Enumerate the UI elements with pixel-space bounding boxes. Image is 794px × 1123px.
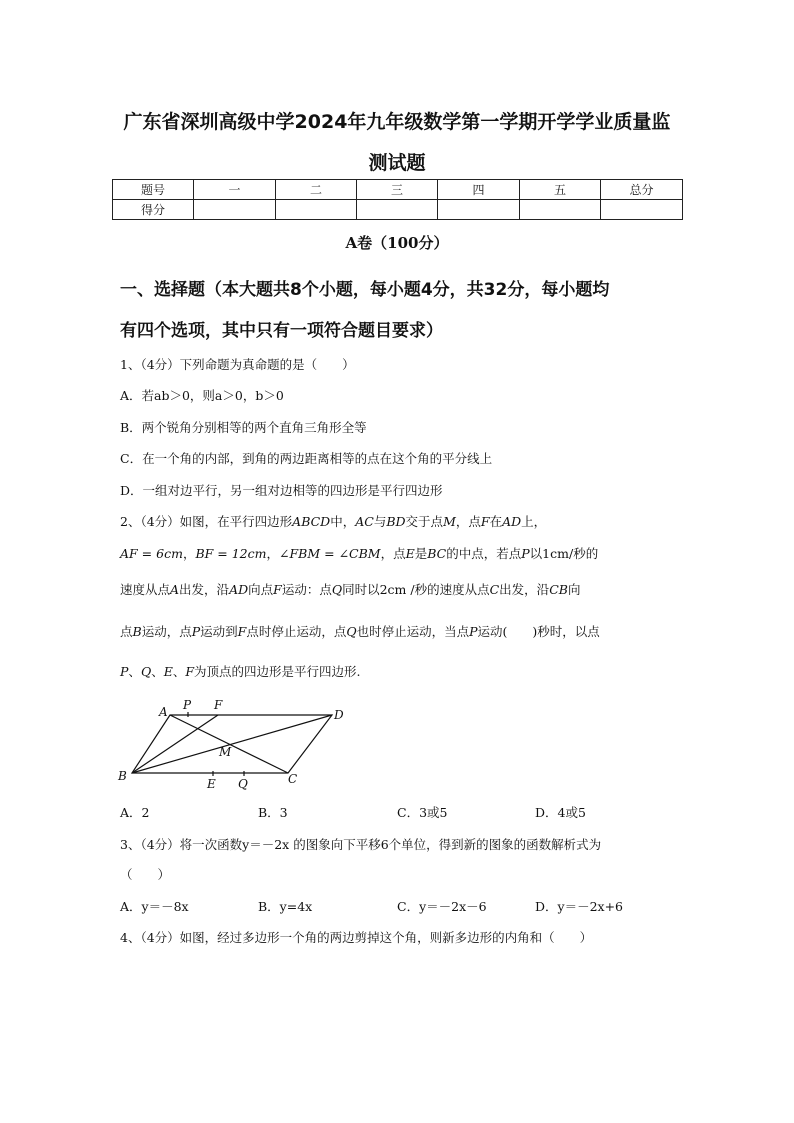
section-heading-line1: 一、选择题（本大题共8个小题，每小题4分，共32分，每小题均: [120, 280, 610, 300]
q3-stem: 3、（4分）将一次函数y＝－2x 的图象向下平移6个单位，得到新的图象的函数解析式为: [120, 837, 602, 852]
q3-option-a[interactable]: A．y＝－8x: [120, 899, 189, 914]
exam-title-line2: 测试题: [368, 152, 426, 174]
parallelogram-figure: [110, 692, 350, 796]
score-table-header-row: [113, 180, 683, 200]
q2-option-d[interactable]: D．4或5: [535, 805, 586, 820]
q1-option-a[interactable]: A．若ab＞0，则a＞0，b＞0: [120, 388, 284, 403]
q2-line3: 速度从点A出发，沿AD向点F运动：点Q同时以2cm /秒的速度从点C出发，沿CB向: [120, 582, 581, 597]
score-cell[interactable]: [438, 200, 520, 220]
q1-option-b[interactable]: B．两个锐角分别相等的两个直角三角形全等: [120, 420, 367, 435]
volume-heading: A卷（100分）: [345, 234, 449, 252]
label-p: P: [183, 698, 192, 712]
score-cell[interactable]: [194, 200, 276, 220]
q2-line2: AF = 6cm，BF = 12cm，∠FBM = ∠CBM，点E是BC的中点，若点P以1cm/秒的: [120, 546, 599, 561]
label-d: D: [334, 708, 344, 722]
header-cell: 二: [276, 180, 357, 200]
header-cell: 一: [194, 180, 276, 200]
label-q: Q: [238, 777, 248, 791]
q2-option-a[interactable]: A．2: [120, 805, 150, 820]
label-a: A: [159, 705, 168, 719]
row-label: 得分: [113, 200, 194, 220]
label-f: F: [214, 698, 223, 712]
score-cell[interactable]: [357, 200, 438, 220]
q2-line4: 点B运动，点P运动到F点时停止运动，点Q也时停止运动，当点P运动( )秒时，以点: [120, 624, 600, 639]
q2-option-b[interactable]: B．3: [258, 805, 288, 820]
label-b: B: [118, 769, 127, 783]
q3-option-d[interactable]: D．y＝－2x+6: [535, 899, 624, 914]
q3-paren: （ ）: [120, 867, 171, 882]
q1-option-c[interactable]: C．在一个角的内部，到角的两边距离相等的点在这个角的平分线上: [120, 451, 493, 466]
score-cell[interactable]: [520, 200, 601, 220]
score-cell[interactable]: [601, 200, 683, 220]
section-heading-line2: 有四个选项，其中只有一项符合题目要求）: [120, 321, 443, 341]
header-cell: 题号: [113, 180, 194, 200]
label-e: E: [207, 777, 216, 791]
q2-option-c[interactable]: C．3或5: [397, 805, 448, 820]
score-table-score-row: [113, 200, 683, 220]
q3-option-b[interactable]: B．y=4x: [258, 899, 313, 914]
segment-bf: [132, 715, 218, 773]
q2-line5: P、Q、E、F为顶点的四边形是平行四边形.: [120, 664, 361, 679]
exam-title-line1: 广东省深圳高级中学2024年九年级数学第一学期开学学业质量监: [123, 111, 671, 133]
score-cell[interactable]: [276, 200, 357, 220]
diagonal-bd: [132, 715, 332, 773]
header-cell: 五: [520, 180, 601, 200]
label-c: C: [288, 772, 298, 786]
q3-option-c[interactable]: C．y＝－2x－6: [397, 899, 487, 914]
q4-stem: 4、（4分）如图，经过多边形一个角的两边剪掉这个角，则新多边形的内角和（ ）: [120, 930, 593, 945]
label-m: M: [219, 745, 232, 759]
q1-stem: 1、（4分）下列命题为真命题的是（ ）: [120, 357, 355, 372]
header-cell: 三: [357, 180, 438, 200]
header-cell: 总分: [601, 180, 683, 200]
header-cell: 四: [438, 180, 520, 200]
q2-line1: 2、（4分）如图，在平行四边形ABCD中，AC与BD交于点M，点F在AD上，: [120, 514, 547, 529]
score-table: [112, 179, 683, 220]
diagonal-ac: [170, 715, 288, 773]
q1-option-d[interactable]: D．一组对边平行，另一组对边相等的四边形是平行四边形: [120, 483, 443, 498]
